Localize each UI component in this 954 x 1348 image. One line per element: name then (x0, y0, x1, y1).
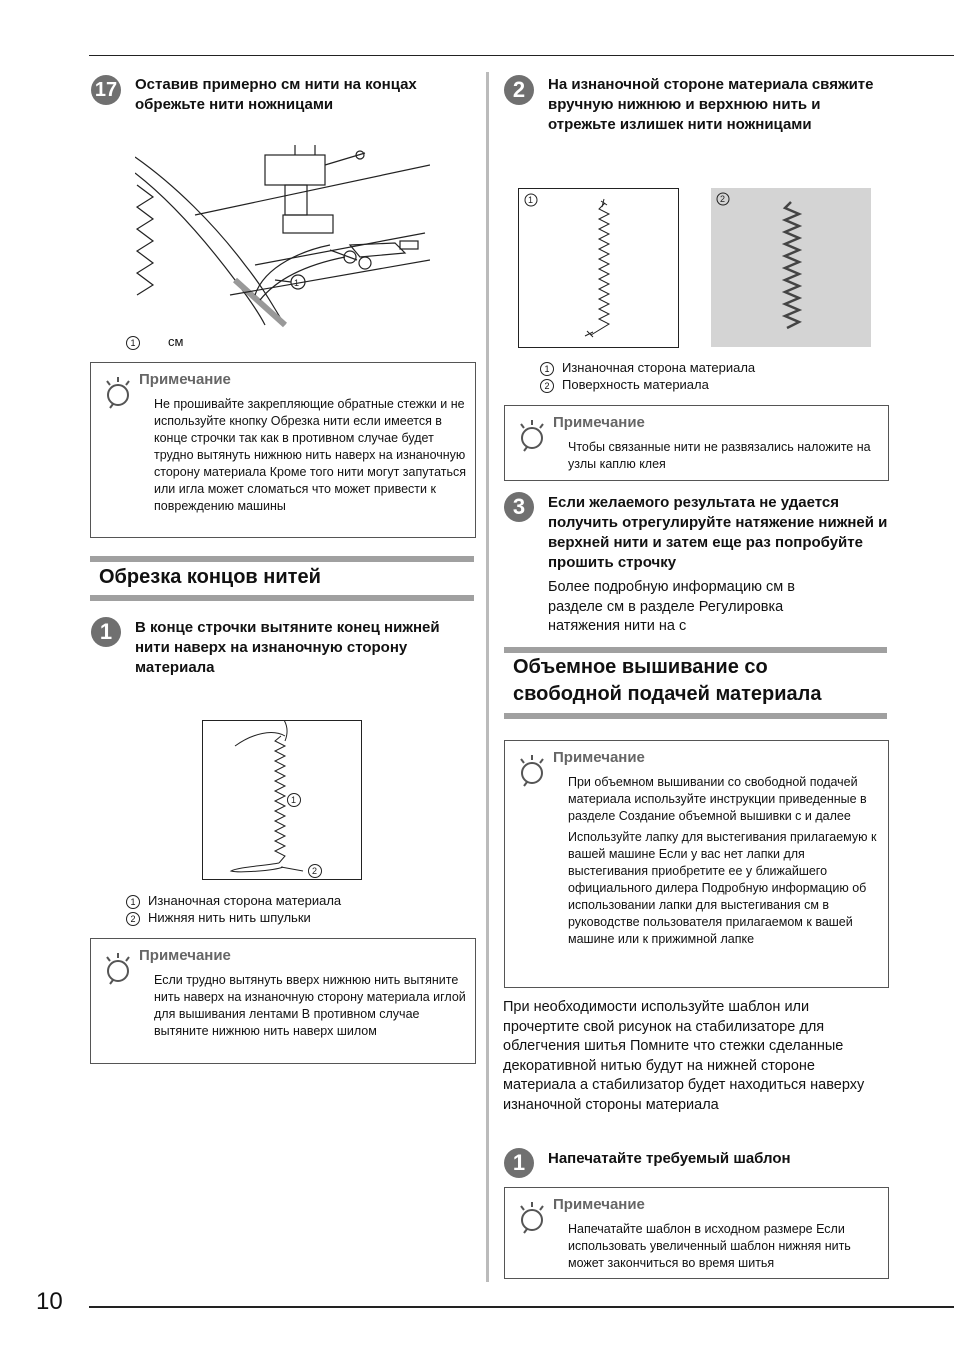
note-body: Напечатайте шаблон в исходном размере Если использовать увеличенный шаблон нижняя нить может закончиться во время шитья (568, 1222, 851, 1270)
note-box (504, 1187, 889, 1279)
step-17-caption (126, 333, 183, 350)
lightbulb-icon (101, 951, 133, 985)
note-box (504, 405, 889, 481)
note-paragraph: Используйте лапку для выстегивания прилагаемую к вашей машине Если у вас нет лапки для выстегивания приобретите ее у ближайшего официального дилера Подробную информацию об использовании лапки для выстегивания см в руководстве пользователя прилагаемом к вашей машине или к прижимной лапке (568, 830, 877, 946)
section-heading (504, 647, 887, 719)
note-title: Примечание (553, 414, 645, 431)
callout-number: 2 (540, 379, 554, 393)
step-3-detail: Более подробную информацию см в разделе см в разделе Регулировка натяжения нити на с (548, 579, 795, 634)
page-number: 10 (36, 1288, 63, 1315)
top-rule (89, 55, 954, 56)
callout-1: 1 (291, 795, 297, 805)
thread-cutting-illustration (135, 145, 430, 330)
callout-number: 1 (126, 895, 140, 909)
note-box (90, 938, 476, 1064)
note-paragraph: При объемном вышивании со свободной подачей материала используйте инструкции приведенные в разделе Создание объемной вышивки с и далее (568, 775, 867, 823)
note-title: Примечание (553, 1196, 645, 1213)
step-2-text: На изнаночной стороне материала свяжите вручную нижнюю и верхнюю нить и отрежьте излишек нити ножницами (548, 76, 874, 133)
step-print-text: Напечатайте требуемый шаблон (548, 1150, 791, 1167)
lightbulb-icon (515, 1200, 547, 1234)
caption-text: см (168, 334, 184, 349)
caption-text: Изнаночная сторона материала (562, 360, 756, 375)
svg-text:1: 1 (294, 278, 300, 288)
note-title: Примечание (139, 371, 231, 388)
caption-text: Поверхность материала (562, 377, 709, 392)
note-box (504, 740, 889, 988)
figure-caption-1 (540, 359, 755, 376)
callout-2: 2 (720, 194, 726, 204)
step-3-badge: 3 (504, 492, 534, 522)
step-2-badge: 2 (504, 75, 534, 105)
note-body: Чтобы связанные нити не развязались наложите на узлы каплю клея (568, 440, 871, 471)
stitch-diagram-underside (202, 720, 362, 880)
callout-number: 1 (126, 336, 140, 350)
bottom-rule (89, 1306, 954, 1308)
note-title: Примечание (139, 947, 231, 964)
figure-caption-2 (126, 909, 311, 926)
callout-1: 1 (528, 195, 534, 205)
step-1-text: В конце строчки вытяните конец нижней нити наверх на изнаночную сторону материала (135, 619, 440, 676)
section-heading (90, 556, 474, 601)
note-body (568, 774, 880, 952)
note-title: Примечание (553, 749, 645, 766)
step-17-badge: 17 (91, 75, 121, 105)
stitch-diagram-underside (518, 188, 679, 348)
note-box (90, 362, 476, 538)
section-title: Обрезка концов нитей (99, 566, 321, 588)
callout-2: 2 (312, 866, 318, 876)
caption-text: Нижняя нить нить шпульки (148, 910, 311, 925)
lightbulb-icon (101, 375, 133, 409)
figure-caption-2 (540, 376, 709, 393)
lightbulb-icon (515, 418, 547, 452)
step-3-text: Если желаемого результата не удается получить отрегулируйте натяжение нижней и верхней нити и затем еще раз попробуйте прошить строчку (548, 494, 888, 571)
section-title-line-1: Объемное вышивание со (513, 656, 768, 678)
callout-number: 2 (126, 912, 140, 926)
lightbulb-icon (515, 753, 547, 787)
callout-number: 1 (540, 362, 554, 376)
step-17-text: Оставив примерно см нити на концах обрежьте нити ножницами (135, 76, 417, 113)
note-body: Если трудно вытянуть вверх нижнюю нить вытяните нить наверх на изнаночную сторону материала иглой для вышивания лентами В противном случае вытяните нижнюю нить наверх шилом (154, 973, 466, 1038)
body-paragraph: При необходимости используйте шаблон или прочертите свой рисунок на стабилизаторе для облегчения шитья Помните что стежки сделанные декоративной нитью будут на нижней стороне материала а стабилизатор будет находиться наверху изнаночной стороны материала (503, 999, 865, 1113)
caption-text: Изнаночная сторона материала (148, 893, 342, 908)
note-body: Не прошивайте закрепляющие обратные стежки и не используйте кнопку Обрезка нити если имеется в конце строчки так как в противном случае будет трудно вытянуть нижнюю нить наверх на изнаночную сторону материала Кроме того нити могут запутаться или игла может сломаться что может привести к повреждению машины (154, 397, 467, 513)
column-divider (486, 72, 489, 1282)
figure-caption-1 (126, 892, 341, 909)
stitch-diagram-surface (711, 188, 871, 347)
step-1-badge: 1 (504, 1148, 534, 1178)
step-1-badge: 1 (91, 617, 121, 647)
section-title-line-2: свободной подачей материала (513, 683, 822, 705)
